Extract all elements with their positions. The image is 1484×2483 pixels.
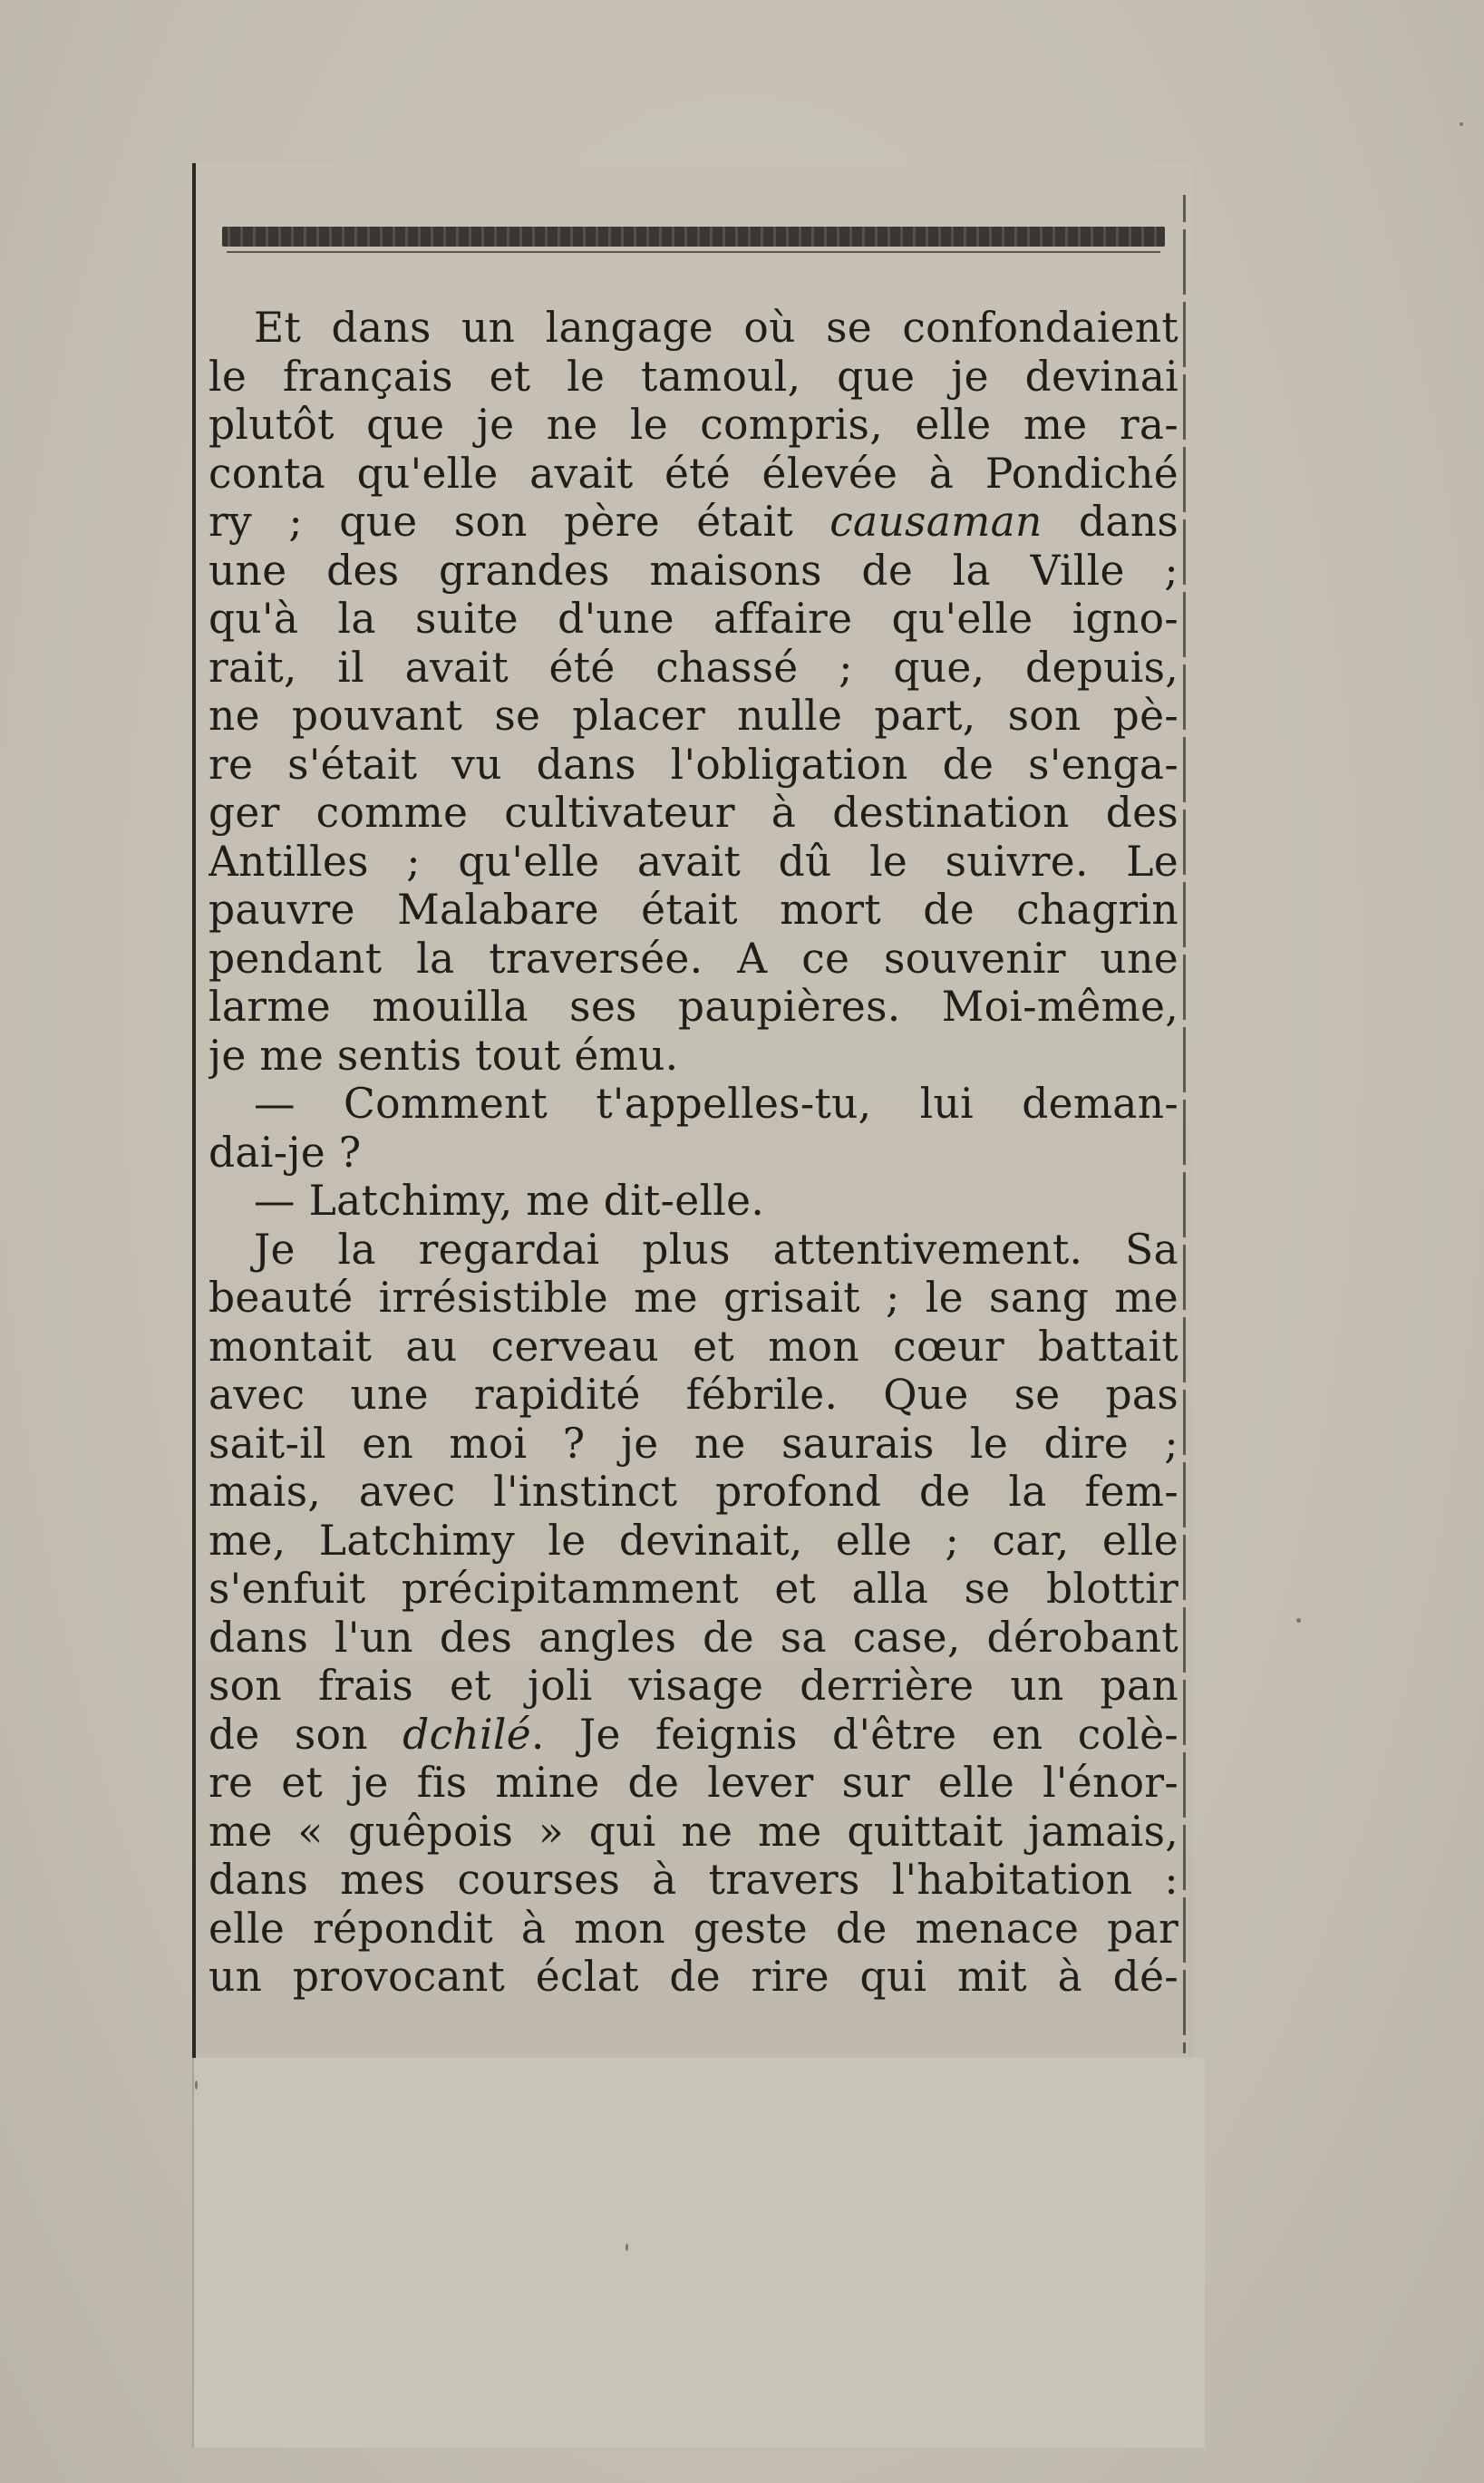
text-line: Je la regardai plus attentivement. Sa: [254, 1225, 1178, 1274]
text-line: dans l'un des angles de sa case, dérobant: [209, 1613, 1178, 1662]
text-line: je me sentis tout ému.: [209, 1031, 679, 1080]
paper-speck: [1296, 1618, 1301, 1623]
text-line: s'enfuit précipitamment et alla se blottir: [209, 1565, 1178, 1613]
text-line: sait-il en moi ? je ne saurais le dire ;: [209, 1419, 1178, 1468]
header-rule-thin: [227, 251, 1160, 253]
text-line: qu'à la suite d'une affaire qu'elle igno-: [209, 595, 1178, 643]
paper-speck: [1460, 122, 1463, 126]
paper-speck: [626, 2244, 628, 2251]
text-line: beauté irrésistible me grisait ; le sang me: [209, 1274, 1178, 1322]
text-line: larme mouilla ses paupières. Moi-même,: [209, 983, 1178, 1031]
clipping-right-edge: [1183, 195, 1186, 2053]
text-line: Et dans un langage où se confondaient: [254, 304, 1178, 352]
text-line: dai-je ?: [209, 1128, 362, 1177]
text-line: ger comme cultivateur à destination des: [209, 789, 1178, 837]
text-line: me « guêpois » qui ne me quittait jamais,: [209, 1807, 1178, 1856]
text-line-dchile: [209, 1711, 1178, 1760]
text-line: pendant la traversée. A ce souvenir une: [209, 934, 1178, 983]
text-line: pauvre Malabare était mort de chagrin: [209, 886, 1178, 934]
text-line: le français et le tamoul, que je devinai: [209, 352, 1178, 401]
text-line: avec une rapidité fébrile. Que se pas: [209, 1371, 1178, 1419]
text-line: me, Latchimy le devinait, elle ; car, elle: [209, 1516, 1178, 1565]
text-line: rait, il avait été chassé ; que, depuis,: [209, 643, 1178, 692]
text-line: montait au cerveau et mon cœur battait: [209, 1322, 1178, 1371]
article-body: [209, 304, 1178, 2002]
text-fragment: ry ; que son père était: [209, 498, 830, 546]
text-line: re et je fis mine de lever sur elle l'énor-: [209, 1759, 1178, 1807]
text-line: plutôt que je ne le compris, elle me ra-: [209, 401, 1178, 449]
paper-speck: [195, 2080, 198, 2090]
text-line-causaman: [209, 498, 1178, 547]
text-line: elle répondit à mon geste de menace par: [209, 1904, 1178, 1953]
italic-word-causaman: causaman: [829, 498, 1043, 546]
text-line: un provocant éclat de rire qui mit à dé-: [209, 1953, 1178, 2001]
header-rule: [222, 227, 1165, 247]
text-line: conta qu'elle avait été élevée à Pondiché: [209, 449, 1178, 498]
text-line: ne pouvant se placer nulle part, son pè-: [209, 692, 1178, 740]
text-line: son frais et joli visage derrière un pan: [209, 1662, 1178, 1710]
dialogue-line: — Latchimy, me dit-elle.: [254, 1177, 765, 1225]
text-fragment: dans: [1042, 498, 1178, 546]
text-line: re s'était vu dans l'obligation de s'enga-: [209, 740, 1178, 789]
dialogue-line: — Comment t'appelles-tu, lui deman-: [254, 1080, 1178, 1128]
text-line: une des grandes maisons de la Ville ;: [209, 546, 1178, 595]
text-fragment: . Je feignis d'être en colè-: [530, 1710, 1178, 1759]
italic-word-dchile: dchilé: [403, 1710, 531, 1759]
text-fragment: de son: [209, 1710, 403, 1759]
text-line: mais, avec l'instinct profond de la fem-: [209, 1468, 1178, 1516]
text-line: Antilles ; qu'elle avait dû le suivre. Le: [209, 837, 1178, 886]
text-line: dans mes courses à travers l'habitation :: [209, 1856, 1178, 1904]
blank-paper-strip: [192, 2058, 1205, 2448]
